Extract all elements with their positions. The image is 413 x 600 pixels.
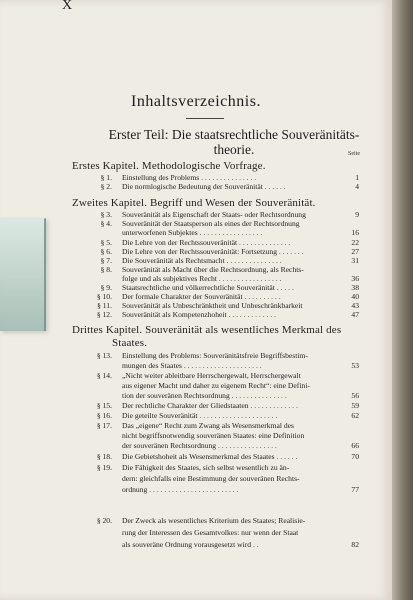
entry-text: Souveränität der Staatsperson als eines der Rechtsordnung (122, 219, 300, 228)
chapter-heading-cont: Staates. (112, 337, 148, 349)
entry-text: Souveränität als Kompetenzhoheit . . . . . . . . . . . . . (122, 310, 276, 319)
entry-text: Einstellung des Problems . . . . . . . . . . . . . . . (122, 173, 257, 182)
page-ref: 40 (351, 292, 359, 301)
entry-text: nicht begriffsnotwendig souveränen Staates: eine Definition (122, 431, 305, 440)
entry-text: Die normlogische Bedeutung der Souveränität . . . . . . (122, 182, 286, 191)
section-number: § 8. (100, 265, 112, 274)
entry-text: tion der souveränen Rechtsordnung . . . . . . . . . . . . . . . (122, 391, 287, 400)
entry-text: Der rechtliche Charakter der Gliedstaaten . . . . . . . . . . . . . (122, 401, 298, 410)
entry-text: ordnung . . . . . . . . . . . . . . . . . . . . . . . . (122, 485, 239, 494)
page-ref: 47 (351, 310, 359, 319)
page-ref: 9 (355, 210, 359, 219)
section-number: § 6. (100, 247, 112, 256)
page-ref: 1 (355, 173, 359, 182)
part-heading-line2: theorie. (213, 142, 255, 157)
section-number: § 16. (96, 411, 112, 420)
entry-text: Souveränität als Macht über die Rechtsordnung, als Rechts- (122, 265, 304, 274)
part-heading-line1: Erster Teil: Die staatsrechtliche Souveränitäts- (108, 127, 360, 142)
section-number: § 2. (100, 182, 112, 191)
page-ref: 62 (351, 411, 359, 420)
glass-weight (0, 218, 46, 331)
section-number: § 3. (100, 210, 112, 219)
section-number: § 5. (100, 238, 112, 247)
section-number: § 13. (96, 351, 112, 360)
section-number: § 7. (100, 256, 112, 265)
entry-text: aus eigener Macht und daher zu eigenem Recht“: eine Defini- (122, 381, 310, 390)
section-number: § 20. (96, 516, 112, 525)
page-ref: 38 (351, 283, 359, 292)
entry-text: Staatsrechtliche und völkerrechtliche Souveränität . . . . . (122, 283, 294, 292)
entry-text: dern: gleichfalls eine Bestimmung der souveränen Rechts- (122, 474, 300, 483)
section-number: § 15. (96, 401, 112, 410)
entry-text: Das „eigene“ Recht zum Zwang als Wesensmerkmal des (122, 421, 294, 430)
entry-text: mungen des Staates . . . . . . . . . . . . . . . . . . . . . (122, 361, 262, 370)
section-number: § 4. (100, 219, 112, 228)
entry-text: unterworfenen Subjektes . . . . . . . . . . . . . . . . . (122, 228, 263, 237)
page-ref: 22 (351, 238, 359, 247)
page-ref: 31 (351, 256, 359, 265)
chapter-heading: Drittes Kapitel. Souveränität als wesentliches Merkmal des (72, 324, 342, 336)
page-ref: 16 (351, 228, 359, 237)
page-ref: 43 (351, 301, 359, 310)
page-ref: 36 (351, 274, 359, 283)
seite-label: Seite (348, 151, 360, 157)
entry-text: Der Zweck als wesentliches Kriterium des Staates; Realisie- (122, 516, 306, 525)
entry-text: Die geteilte Souveränität . . . . . . . . . . . . . . . . . . . . . (122, 411, 278, 420)
page-ref: 66 (351, 441, 359, 450)
page-ref: 27 (351, 247, 359, 256)
page-title: Inhaltsverzeichnis. (131, 93, 261, 110)
section-number: § 18. (96, 452, 112, 461)
entry-text: Souveränität als Eigenschaft der Staats- oder Rechtsordnung (122, 210, 306, 219)
section-number: § 1. (100, 173, 112, 182)
entry-text: Einstellung des Problems: Souveränitätsfreie Begriffsbestim- (122, 351, 308, 360)
entry-text: Die Lehre von der Rechtssouveränität . . . . . . . . . . . . . . (122, 238, 291, 247)
page-ref: 82 (351, 540, 359, 549)
section-number: § 11. (97, 301, 112, 310)
entry-text: als souveräne Ordnung vorausgesetzt wird . . (122, 540, 259, 549)
section-number: § 17. (96, 421, 112, 430)
entry-text: „Nicht weiter ableitbare Herrschergewalt, Herrschergewalt (122, 371, 301, 380)
section-number: § 14. (96, 371, 112, 380)
entry-text: rung der Interessen des Gesamtvolkes: nur wenn der Staat (122, 528, 299, 537)
page-ref: 59 (351, 401, 359, 410)
page-ref: 4 (355, 182, 359, 191)
section-number: § 10. (96, 292, 112, 301)
page-number: X (62, 0, 74, 13)
page-ref: 70 (351, 452, 359, 461)
entry-text: Souveränität als Unbeschränktheit und Unbeschränkbarkeit (122, 301, 303, 310)
entry-text: der souveränen Rechtsordnung . . . . . . . . . . . . . . . . (122, 441, 277, 450)
entry-text: folge und als subjektives Recht . . . . . . . . . . . . . . . . . (122, 274, 282, 283)
page-edge-shadow (392, 0, 413, 600)
section-number: § 12. (96, 310, 112, 319)
entry-text: Die Lehre von der Rechtssouveränität: Fortsetzung . . . . . . . (122, 247, 304, 256)
entry-text: Die Fähigkeit des Staates, sich selbst wesentlich zu än- (122, 463, 290, 472)
page-ref: 77 (351, 485, 359, 494)
entry-text: Die Souveränität als Rechtsmacht . . . . . . . . . . . . . . . (122, 256, 282, 265)
chapter-heading: Zweites Kapitel. Begriff und Wesen der Souveränität. (72, 197, 316, 209)
page-ref: 56 (351, 391, 359, 400)
entry-text: Die Gebietshoheit als Wesensmerkmal des Staates . . . . . . (122, 452, 298, 461)
entry-text: Der formale Charakter der Souveränität . . . . . . . . . . (122, 292, 281, 301)
section-number: § 9. (100, 283, 112, 292)
page-ref: 53 (351, 361, 359, 370)
chapter-heading: Erstes Kapitel. Methodologische Vorfrage. (72, 160, 266, 172)
section-number: § 19. (96, 463, 112, 472)
